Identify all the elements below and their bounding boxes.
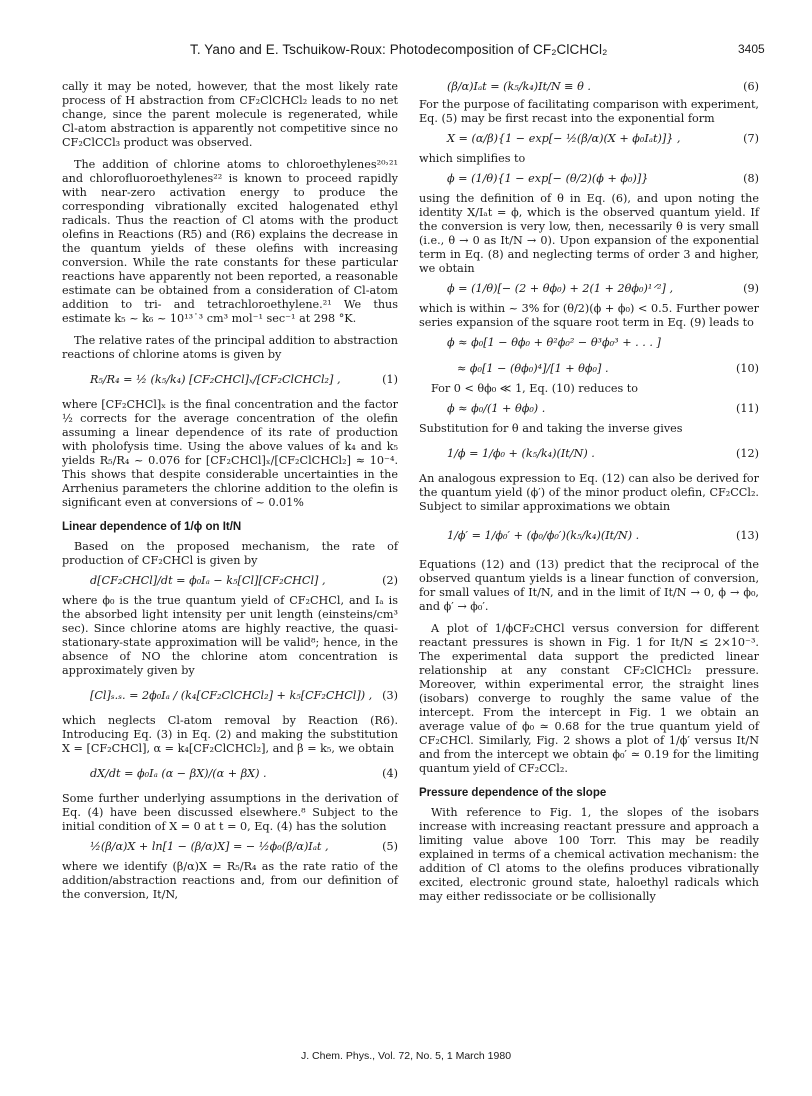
equation-number: (12) [736, 447, 759, 460]
equation-number: (3) [382, 689, 398, 702]
equation-text: R₅/R₄ = ½ (k₅/k₄) [CF₂CHCl]ₓ/[CF₂ClCHCl₂] , [90, 373, 341, 386]
paragraph: which is within ~ 3% for (θ/2)(ϕ + ϕ₀) < 0.5. Further power series expansion of the square root term in Eq. (9) leads to [419, 302, 759, 329]
equation-8 [419, 166, 759, 192]
paragraph: For the purpose of facilitating comparison with experiment, Eq. (5) may be first recast into the exponential form [419, 98, 759, 125]
equation-5 [62, 834, 398, 860]
equation-2 [62, 568, 398, 594]
equation-6 [419, 80, 759, 98]
journal-footer: J. Chem. Phys., Vol. 72, No. 5, 1 March 1980 [300, 1050, 512, 1062]
paragraph: An analogous expression to Eq. (12) can also be derived for the quantum yield (ϕ′) of the minor product olefin, CF₂CCl₂. Subject to similar approximations we obtain [419, 472, 759, 513]
equation-text: ϕ ≈ ϕ₀[1 − θϕ₀ + θ²ϕ₀² − θ³ϕ₀³ + . . . ] [447, 336, 661, 349]
equation-12 [419, 436, 759, 472]
equation-number: (7) [743, 132, 759, 145]
running-header [0, 42, 812, 60]
paragraph: The addition of chlorine atoms to chloroethylenes²⁰˒²¹ and chlorofluoroethylenes²² is known to proceed rapidly with near-zero activation energy to produce the corresponding vibrationally excited halogenated ethyl radicals. Thus the reaction of Cl atoms with the product olefins in Reactions (R5) and (R6) explains the decrease in the quantum yields of these olefins with increasing conversion. While the rate constants for these particular reactions have apparently not been reported, a reasonable estimate can be obtained from a consideration of Cl-atom addition to tri- and tetrachloroethylene.²¹ We thus estimate k₅ ~ k₆ ~ 10¹³˙³ cm³ mol⁻¹ sec⁻¹ at 298 °K. [62, 158, 398, 325]
equation-number: (2) [382, 574, 398, 587]
equation-number: (6) [743, 80, 759, 93]
equation-10b [419, 356, 759, 382]
equation-text: ϕ ≈ ϕ₀/(1 + θϕ₀) . [447, 402, 546, 415]
paragraph: where [CF₂CHCl]ₓ is the final concentration and the factor ½ corrects for the average concentration of the olefin assuming a linear dependence of its rate of production with pholofysis time. Using the above values of k₄ and k₅ yields R₅/R₄ ~ 0.076 for [CF₂CHCl]ₓ/[CF₂ClCHCl₂] ≈ 10⁻⁴. This shows that despite considerable uncertainties in the Arrhenius parameters the chlorine addition to the olefin is significant even at conversions of ~ 0.01% [62, 398, 398, 509]
paragraph: which neglects Cl-atom removal by Reaction (R6). Introducing Eq. (3) in Eq. (2) and making the substitution X = [CF₂CHCl], α = k₄[CF₂ClCHCl₂], and β = k₅, we obtain [62, 714, 398, 755]
paragraph: With reference to Fig. 1, the slopes of the isobars increase with increasing reactant pressure and approach a limiting value above 100 Torr. This may be readily explained in terms of a chemical activation mechanism: the addition of Cl atoms to the olefins produces vibrationally excited, electronic ground state, haloethyl radicals which may either redissociate or be collisionally [419, 806, 759, 903]
equation-text: dX/dt = ϕ₀Iₐ (α − βX)/(α + βX) . [90, 767, 267, 780]
equation-text: ϕ = (1/θ)[− (2 + θϕ₀) + 2(1 + 2θϕ₀)¹ᐟ²] , [447, 282, 674, 295]
equation-13 [419, 514, 759, 558]
left-column [62, 80, 398, 902]
equation-text: ϕ = (1/θ){1 − exp[− (θ/2)(ϕ + ϕ₀)]} [447, 172, 649, 185]
equation-text: X = (α/β){1 − exp[− ½(β/α)(X + ϕ₀Iₐt)]} , [447, 132, 681, 145]
equation-number: (8) [743, 172, 759, 185]
equation-1 [62, 362, 398, 398]
paragraph: where ϕ₀ is the true quantum yield of CF₂CHCl, and Iₐ is the absorbed light intensity per unit length (einsteins/cm³ sec). Since chlorine atoms are highly reactive, the quasi-stationary-state approximation will be valid⁸; hence, in the absence of NO the chlorine atom concentration is approximately given by [62, 594, 398, 677]
paragraph: The relative rates of the principal addition to abstraction reactions of chlorine atoms is given by [62, 334, 398, 361]
equation-10a [419, 330, 759, 356]
paragraph: For 0 < θϕ₀ ≪ 1, Eq. (10) reduces to [431, 382, 639, 395]
equation-number: (5) [382, 840, 398, 853]
section-heading: Linear dependence of 1/ϕ on It/N [62, 521, 242, 533]
equation-11 [419, 396, 759, 422]
paragraph: which simplifies to [419, 152, 526, 165]
page-number: 3405 [738, 42, 765, 56]
equation-text: ½(β/α)X + ln[1 − (β/α)X] = − ½ϕ₀(β/α)Iₐt , [90, 840, 329, 853]
paragraph: Based on the proposed mechanism, the rate of production of CF₂CHCl is given by [62, 540, 398, 567]
equation-number: (4) [382, 767, 398, 780]
equation-number: (13) [736, 529, 759, 542]
equation-text: 1/ϕ = 1/ϕ₀ + (k₅/k₄)(It/N) . [447, 447, 595, 460]
paragraph: Equations (12) and (13) predict that the reciprocal of the observed quantum yields is a linear function of conversion, for small values of It/N, and in the limit of It/N → 0, ϕ → ϕ₀, and ϕ′ → ϕ₀′. [419, 558, 759, 613]
right-column [419, 80, 759, 904]
equation-text: d[CF₂CHCl]/dt = ϕ₀Iₐ − k₅[Cl][CF₂CHCl] , [90, 574, 326, 587]
equation-number: (10) [736, 362, 759, 375]
paragraph: using the definition of θ in Eq. (6), and upon noting the identity X/Iₐt = ϕ, which is the observed quantum yield. If the conversion is very low, then, necessarily θ is very small (i.e., θ → 0 as It/N → 0). Upon expansion of the exponential term in Eq. (8) and neglecting terms of order 3 and higher, we obtain [419, 192, 759, 275]
equation-text: 1/ϕ′ = 1/ϕ₀′ + (ϕ₀/ϕ₀′)(k₅/k₄)(It/N) . [447, 529, 640, 542]
equation-text: [Cl]ₛ.ₛ. = 2ϕ₀Iₐ / (k₄[CF₂ClCHCl₂] + k₅[CF₂CHCl]) , [90, 689, 373, 702]
equation-number: (1) [382, 373, 398, 386]
running-title: T. Yano and E. Tschuikow-Roux: Photodecomposition of CF₂ClCHCl₂ [190, 42, 608, 57]
paragraph: where we identify (β/α)X = R₅/R₄ as the rate ratio of the addition/abstraction reactions and, from our definition of the conversion, It/N, [62, 860, 398, 901]
paragraph: A plot of 1/ϕCF₂CHCl versus conversion for different reactant pressures is shown in Fig. 1 for It/N ≤ 2×10⁻³. The experimental data support the predicted linear relationship at any constant CF₂ClCHCl₂ pressure. Moreover, within experimental error, the straight lines (isobars) converge to roughly the same value of the intercept. From the intercept in Fig. 1 we obtain an average value of ϕ₀ ≃ 0.68 for the true quantum yield of CF₂CHCl. Similarly, Fig. 2 shows a plot of 1/ϕ′ versus It/N and from the intercept we obtain ϕ₀′ ≃ 0.19 for the limiting quantum yield of CF₂CCl₂. [419, 622, 759, 775]
equation-4 [62, 756, 398, 792]
paragraph: Substitution for θ and taking the inverse gives [419, 422, 683, 435]
equation-9 [419, 276, 759, 302]
paragraph: cally it may be noted, however, that the most likely rate process of H abstraction from CF₂ClCHCl₂ leads to no net change, since the parent molecule is regenerated, while Cl-atom abstraction is apparently not competitive since no CF₂ClCCl₃ product was observed. [62, 80, 398, 149]
equation-text: (β/α)Iₐt = (k₅/k₄)It/N ≡ θ . [447, 80, 591, 93]
section-heading: Pressure dependence of the slope [419, 787, 607, 799]
paragraph: Some further underlying assumptions in the derivation of Eq. (4) have been discussed elsewhere.⁸ Subject to the initial condition of X = 0 at t = 0, Eq. (4) has the solution [62, 792, 398, 833]
equation-text: ≈ ϕ₀[1 − (θϕ₀)⁴]/[1 + θϕ₀] . [457, 362, 609, 375]
equation-3 [62, 678, 398, 714]
equation-number: (11) [736, 402, 759, 415]
equation-number: (9) [743, 282, 759, 295]
equation-7 [419, 126, 759, 152]
